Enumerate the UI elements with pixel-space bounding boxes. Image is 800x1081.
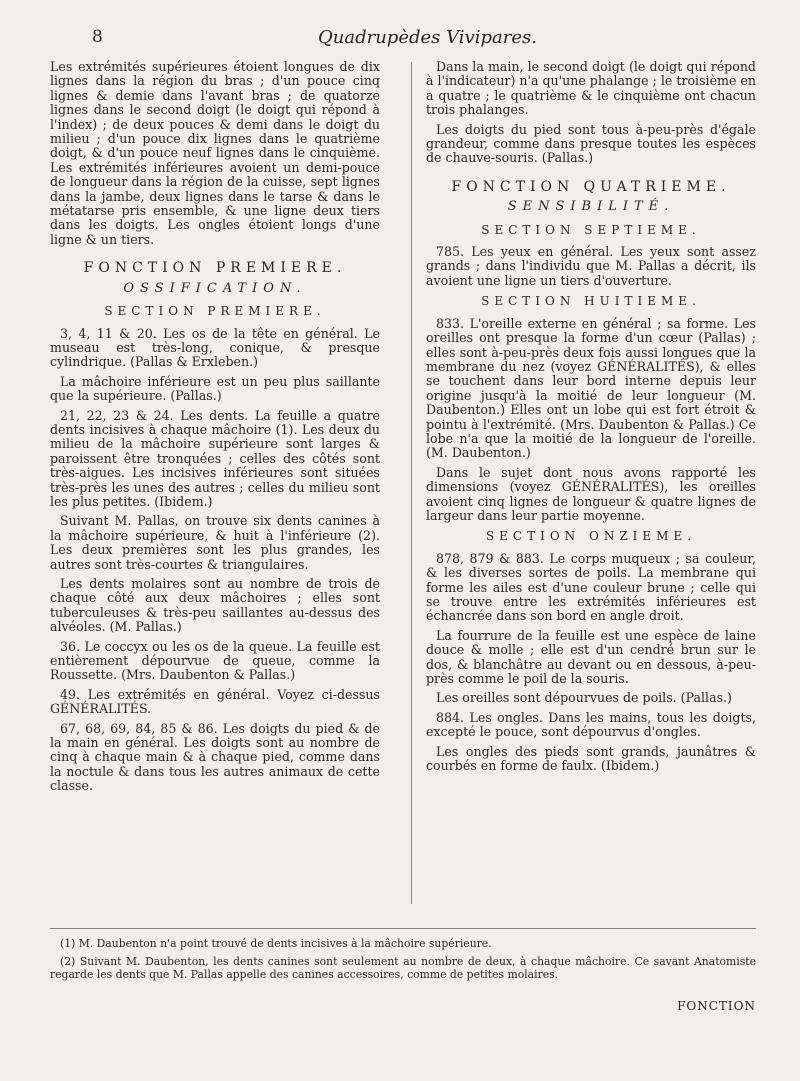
paragraph: 67, 68, 69, 84, 85 & 86. Les doigts du pied & de la main en général. Les doigts sont au nombre de cinq à chaque main & à chaque pied, comme dans la noctule & dans tous les autres animaux de cette classe. [50, 720, 380, 794]
footnote: (2) Suivant M. Daubenton, les dents canines sont seulement au nombre de deux, à chaque mâchoire. Ce savant Anatomiste regarde les dents que M. Pallas appelle des canines accessoires, comme de petites molaires. [50, 955, 756, 981]
left-column [50, 60, 380, 799]
footnote: (1) M. Daubenton n'a point trouvé de dents incisives à la mâchoire supérieure. [60, 937, 492, 950]
paragraph: 21, 22, 23 & 24. Les dents. La feuille a quatre dents incisives à chaque mâchoire (1). Les deux du milieu de la mâchoire supérieure sont larges & paroissent être tronquées ; celles des côtés sont très-aigues. Les incisives inférieures sont situées très-près les unes des autres ; celles du milieu sont les plus petites. (Ibidem.) [50, 407, 380, 509]
footnote-rule [50, 928, 756, 929]
paragraph: 878, 879 & 883. Le corps muqueux ; sa couleur, & les diverses sortes de poils. La membrane qui forme les ailes est d'une couleur brune ; celle qui se trouve entre les extrémités inférieures est échancrée dans son bord en angle droit. [426, 550, 756, 624]
paragraph: Les oreilles sont dépourvues de poils. (Pallas.) [436, 690, 732, 706]
paragraph: 36. Le coccyx ou les os de la queue. La feuille est entièrement dépourvue de queue, comme la Roussette. (Mrs. Daubenton & Pallas.) [50, 638, 380, 683]
section-onzieme-heading: SECTION ONZIEME. [485, 529, 697, 544]
footnotes [50, 937, 756, 986]
paragraph: 884. Les ongles. Dans les mains, tous les doigts, excepté le pouce, sont dépourvus d'ongles. [426, 709, 756, 740]
paragraph: Les dents molaires sont au nombre de trois de chaque côté aux deux mâchoires ; elles sont tuberculeuses & très-peu saillantes au-dessus des alvéoles. (M. Pallas.) [50, 576, 380, 635]
section-huitieme-heading: SECTION HUITIEME. [481, 294, 701, 309]
paragraph: Les doigts du pied sont tous à-peu-près d'égale grandeur, comme dans presque toutes les espèces de chauve-souris. (Pallas.) [426, 121, 756, 166]
paragraph: Dans le sujet dont nous avons rapporté les dimensions (voyez GÉNÉRALITÉS), les oreilles avoient cinq lignes de longueur & quatre lignes de largeur dans leur partie moyenne. [426, 464, 756, 523]
fonction-premiere-heading: FONCTION PREMIERE. [83, 260, 347, 277]
column-divider [411, 62, 412, 904]
running-head: Quadrupèdes Vivipares. [318, 27, 537, 48]
paragraph: La fourrure de la feuille est une espèce de laine douce & molle ; elle est d'un cendré brun sur le dos, & blanchâtre au devant ou en dessous, à-peu-près comme le poil de la souris. [426, 627, 756, 687]
right-column [426, 60, 756, 778]
section-septieme-heading: SECTION SEPTIEME. [481, 222, 701, 237]
intro-paragraph: Les extrémités supérieures étoient longues de dix lignes dans la région du bras ; d'un pouce cinq lignes & demie dans l'avant bras ; de quatorze lignes dans le second doigt (le doigt qui répond à l'index) ; de deux pouces & demi dans le doigt du milieu ; d'un pouce dix lignes dans le quatrième doigt, & d'un pouce neuf lignes dans le cinquième. Les extrémités inférieures avoient un demi-pouce de longueur dans la région de la cuisse, sept lignes dans la jambe, deux lignes dans le tarse & dans le métatarse pris ensemble, & une ligne deux tiers dans les doigts. Les ongles étoient longs d'une ligne & un tiers. [50, 59, 380, 247]
section-premiere-heading: SECTION PREMIERE. [104, 304, 326, 319]
paragraph: Dans la main, le second doigt (le doigt qui répond à l'indicateur) n'a qu'une phalange ; le troisième en a quatre ; le quatrième & le cinquième ont chacun trois phalanges. [426, 59, 756, 118]
fonction-quatrieme-heading: FONCTION QUATRIEME. [451, 178, 731, 195]
catchword: FONCTION [677, 999, 756, 1013]
page-header [0, 25, 800, 55]
paragraph: Les ongles des pieds sont grands, jaunâtres & courbés en forme de faulx. (Ibidem.) [426, 743, 756, 774]
page-number: 8 [92, 27, 103, 47]
paragraph: 833. L'oreille externe en général ; sa forme. Les oreilles ont presque la forme d'un cœur (Pallas) ; elles sont à-peu-près deux fois aussi longues que la membrane du nez (voyez GÉNÉRALITÉS), & elles se touchent dans leur bord interne depuis leur origine jusqu'à la moitié de leur longueur (M. Daubenton.) Elles ont un lobe qui est fort étroit & pointu à l'extrémité. (Mrs. Daubenton & Pallas.) Ce lobe n'a que la moitié de la longueur de l'oreille. (M. Daubenton.) [426, 315, 756, 461]
ossification-subheading: OSSIFICATION. [123, 280, 307, 296]
paragraph: La mâchoire inférieure est un peu plus saillante que la supérieure. (Pallas.) [50, 373, 380, 404]
paragraph: Suivant M. Pallas, on trouve six dents canines à la mâchoire supérieure, & huit à l'inférieure (2). Les deux premières sont les plus grandes, les autres sont très-courtes & triangulaires. [50, 513, 380, 572]
sensibilite-subheading: SENSIBILITÉ. [507, 199, 675, 215]
paragraph: 785. Les yeux en général. Les yeux sont assez grands ; dans l'individu que M. Pallas a décrit, ils avoient une ligne un tiers d'ouverture. [426, 244, 756, 288]
paragraph: 3, 4, 11 & 20. Les os de la tête en général. Le museau est très-long, conique, & presque cylindrique. (Pallas & Erxleben.) [50, 325, 380, 370]
paragraph: 49. Les extrémités en général. Voyez ci-dessus GÉNÉRALITÉS. [50, 686, 380, 717]
